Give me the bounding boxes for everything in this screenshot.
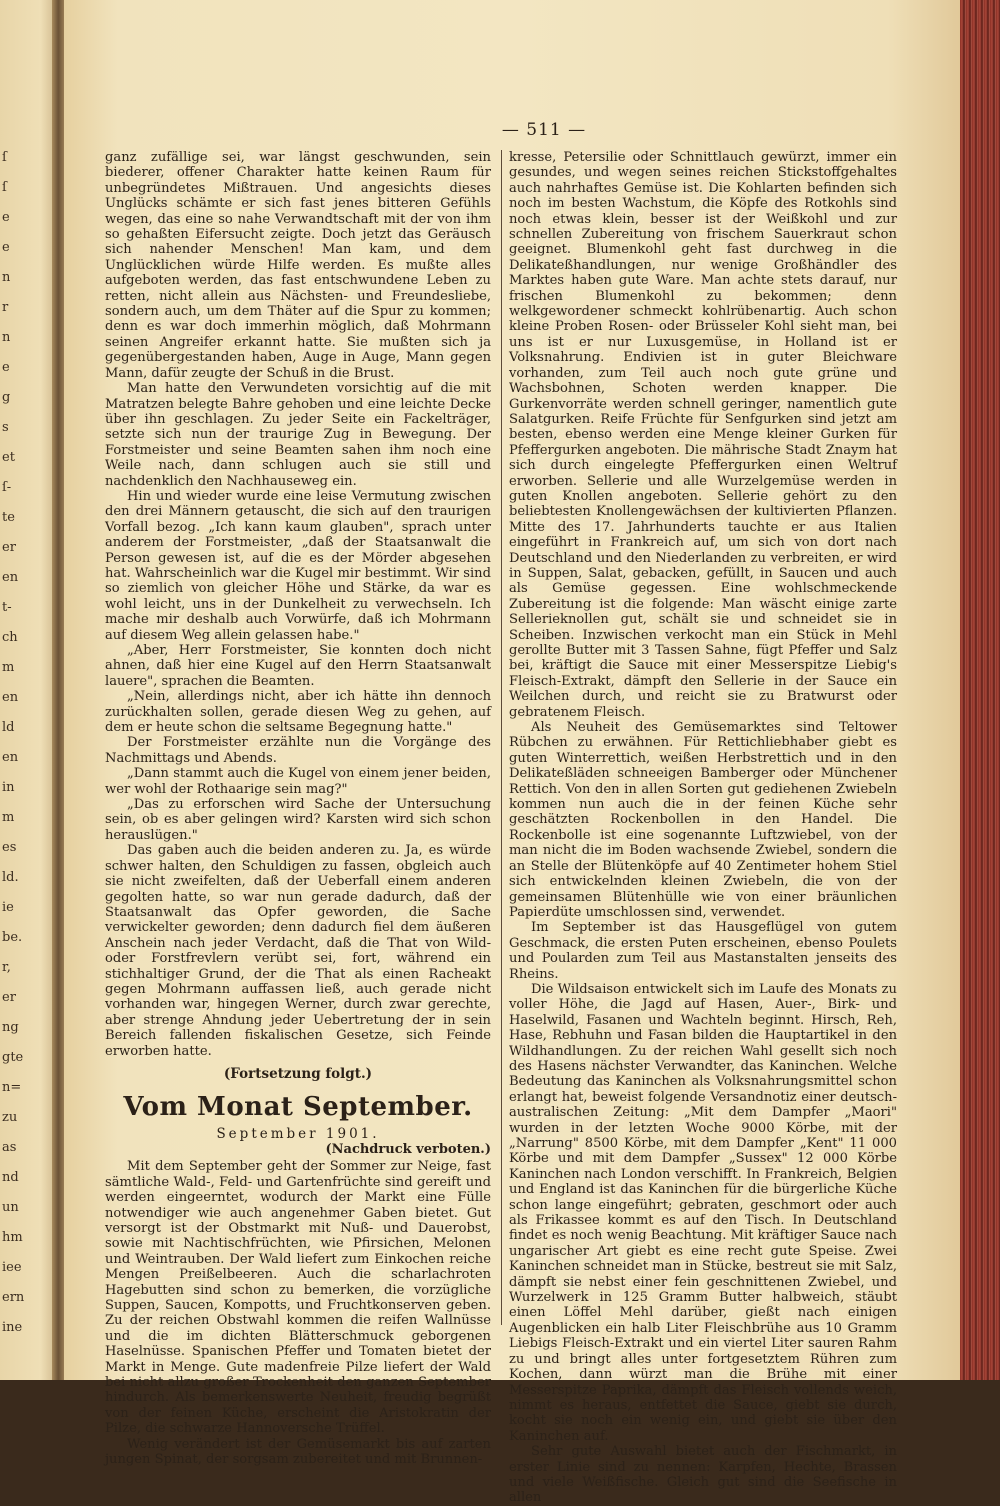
edge-fragment: en xyxy=(2,570,19,585)
edge-fragment: hm xyxy=(2,1230,23,1245)
edge-fragment: ine xyxy=(2,1320,23,1335)
paragraph: Der Forstmeister erzählte nun die Vorgänge des Nachmittags und Abends. xyxy=(105,735,491,766)
edge-fragment: in xyxy=(2,780,15,795)
edge-fragment: as xyxy=(2,1140,17,1155)
edge-fragment: be. xyxy=(2,930,23,945)
edge-fragment: r, xyxy=(2,960,11,975)
edge-fragment: s xyxy=(2,420,9,435)
paragraph: „Dann stammt auch die Kugel von einem jener beiden, wer wohl der Rothaarige sein mag?" xyxy=(105,766,491,797)
reprint-notice: (Nachdruck verboten.) xyxy=(325,1142,491,1158)
edge-fragment: iee xyxy=(2,1260,22,1275)
edge-fragment: ld xyxy=(2,720,15,735)
paragraph: „Aber, Herr Forstmeister, Sie konnten doch nicht ahnen, daß hier eine Kugel auf den Herrn Staatsanwalt lauere", sprachen die Beamten. xyxy=(105,643,491,689)
paragraph: Das gaben auch die beiden anderen zu. Ja, es würde schwer halten, den Schuldigen zu fassen, obgleich auch sie nicht zweifelten, daß der Ueberfall einem anderen gegolten hatte, so war nun gerade dadurch, daß der Staatsanwalt das Opfer geworden, die Sache verwickelter geworden; denn dadurch fiel dem äußeren Anschein nach jeder Verdacht, daß die That von Wild- oder Forstfrevlern verübt sei, fort, während ein stichhaltiger Grund, der die That als einen Racheakt gegen Mohrmann auffassen ließ, auch gerade nicht vorhanden war, hingegen Werner, durch zwar gerechte, aber strenge Ahndung jeder Uebertretung der in sein Bereich fallenden fiskalischen Gesetze, sich Feinde erworben hatte. xyxy=(105,843,491,1059)
edge-fragment: ſ xyxy=(2,180,7,195)
paragraph: Mit dem September geht der Sommer zur Neige, fast sämtliche Wald-, Feld- und Gartenfrüchte sind gereift und werden eingeerntet, wodurch der Markt eine Fülle notwendiger wie auch angenehmer Gaben bietet. Gut versorgt ist der Obstmarkt mit Nuß- und Dauerobst, sowie mit Nachtischfrüchten, wie Pfirsichen, Melonen und Weintrauben. Der Wald liefert zum Einkochen reiche Mengen Preißelbeeren. Auch die scharlachroten Hagebutten sind schon zu bemerken, die vorzügliche Suppen, Saucen, Kompotts, und Fruchtkonserven geben. Zu der reichen Obstwahl kommen die reifen Wallnüsse und die im dichten Blätterschmuck geborgenen Haselnüsse. Spanischen Pfeffer und Tomaten bietet der Markt in Menge. Gute madenfreie Pilze liefert der Wald bei nicht allzu großer Trockenheit den ganzen September hindurch. Als bemerkenswerte Neuheit, freudig begrüßt von der feinen Küche, erscheint die Aristokratin der Pilze, die schwarze Hannoversche Trüffel. xyxy=(105,1159,491,1437)
edge-fragment: n xyxy=(2,270,11,285)
paragraph: Als Neuheit des Gemüsemarktes sind Teltower Rübchen zu erwähnen. Für Rettichliebhaber giebt es guten Winterrettich, weißen Herbstrettich und in den Delikateßläden schneeigen Bamberger oder Münchener Rettich. Von den in allen Sorten gut gediehenen Zwiebeln kommen nun auch die in der feinen Küche sehr geschätzten Rockenbollen in den Handel. Die Rockenbolle ist eine sogenannte Luftzwiebel, von der man nicht die im Boden wachsende Zwiebel, sondern die an Stelle der Blütenköpfe auf 40 Zentimeter hohem Stiel sich entwickelnden kleinen Zwiebeln, die von der gemeinsamen Blütenhülle wie von einer bräunlichen Papierdüte umschlossen sind, verwendet. xyxy=(509,720,897,920)
edge-fragment: t- xyxy=(2,600,12,615)
edge-fragment: er xyxy=(2,540,16,555)
paragraph: „Das zu erforschen wird Sache der Untersuchung sein, ob es aber gelingen wird? Karsten wird sich schon herauslügen." xyxy=(105,797,491,843)
left-column xyxy=(105,150,491,1468)
edge-fragment: ſ xyxy=(2,150,7,165)
dateline: September 1901. xyxy=(216,1126,380,1143)
edge-fragment: e xyxy=(2,240,10,255)
paragraph: „Nein, allerdings nicht, aber ich hätte ihn dennoch zurückhalten sollen, gerade diesen Weg zu gehen, auf dem er heute schon die seltsame Begegnung hatte." xyxy=(105,689,491,736)
paragraph: Die Wildsaison entwickelt sich im Laufe des Monats zu voller Höhe, die Jagd auf Hasen, Auer-, Birk- und Haselwild, Fasanen und Wachteln beginnt. Hirsch, Reh, Hase, Rebhuhn und Fasan bilden die Hauptartikel in den Wildhandlungen. Zu der reichen Wahl gesellt sich noch des Hasens nächster Verwandter, das Kaninchen. Welche Bedeutung das Kaninchen als Volksnahrungsmittel schon erlangt hat, beweist folgende Versandnotiz einer deutsch-australischen Zeitung: „Mit dem Dampfer „Maori" wurden in der letzten Woche 9000 Körbe, mit der „Narrung" 8500 Körbe, mit dem Dampfer „Kent" 11 000 Körbe und mit dem Dampfer „Sussex" 12 000 Körbe Kaninchen nach London verschifft. In Frankreich, Belgien und England ist das Kaninchen für die bürgerliche Küche schon lange eingeführt; gebraten, geschmort oder auch als Frikassee kommt es auf den Tisch. In Deutschland findet es noch wenig Beachtung. Mit kräftiger Sauce nach ungarischer Art giebt es eine recht gute Speise. Zwei Kaninchen schneidet man in Stücke, bestreut sie mit Salz, dämpft sie nebst einer fein geschnittenen Zwiebel, und Wurzelwerk in 125 Gramm Butter halbweich, stäubt einen Löffel Mehl darüber, gießt nach einigen Augenblicken ein halb Liter Fleischbrühe aus 10 Gramm Liebigs Fleisch-Extrakt und ein viertel Liter sauren Rahm zu und bringt alles unter fortgesetztem Rühren zum Kochen, dann würzt man die Brühe mit einer Messerspitze Paprika, dämpft das Fleisch vollends weich, nimmt es heraus, entfettet die Sauce, giebt sie durch, kocht sie noch ein wenig ein, und giebt sie über den Kaninchen auf. xyxy=(509,981,897,1444)
edge-fragment: er xyxy=(2,990,16,1005)
continued-label: (Fortsetzung folgt.) xyxy=(223,1065,373,1082)
page-number: — 511 — xyxy=(501,120,587,140)
right-column xyxy=(509,150,897,1506)
page-stack-edge xyxy=(960,0,1000,1380)
edge-fragment: ch xyxy=(2,630,18,645)
paragraph: Hin und wieder wurde eine leise Vermutung zwischen den drei Männern getauscht, die sich auf den traurigen Vorfall bezog. „Ich kann kaum glauben", sprach unter anderem der Forstmeister, „daß der Staatsanwalt die Person gewesen ist, auf die es der Mörder abgesehen hat. Wahrscheinlich war die Kugel mir bestimmt. Wir sind so ziemlich von gleicher Höhe und Stärke, da war es wohl leicht, uns in der Dunkelheit zu verwechseln. Ich mache mir deshalb auch Vorwürfe, daß ich Mohrmann auf diesem Weg allein gelassen habe." xyxy=(105,488,491,643)
edge-fragment: ſ- xyxy=(2,480,12,495)
section-title: Vom Monat September. xyxy=(123,1092,473,1123)
edge-fragment: ern xyxy=(2,1290,25,1305)
paragraph: Man hatte den Verwundeten vorsichtig auf die mit Matratzen belegte Bahre gehoben und eine leichte Decke über ihn geschlagen. Zu jeder Seite ein Fackelträger, setzte sich nun der traurige Zug in Bewegung. Der Forstmeister und seine Beamten sahen ihm noch eine Weile nach, dann schlugen auch sie still und nachdenklich den Nachhauseweg ein. xyxy=(105,381,491,489)
edge-fragment: un xyxy=(2,1200,19,1215)
edge-fragment: es xyxy=(2,840,17,855)
edge-fragment: r xyxy=(2,300,9,315)
paragraph: Im September ist das Hausgeflügel von gutem Geschmack, die ersten Puten erscheinen, ebenso Poulets und Poularden zum Teil aus Mastanstalten jenseits des Rheins. xyxy=(509,920,897,982)
paragraph: Sehr gute Auswahl bietet auch der Fischmarkt, in erster Linie sind zu nennen: Karpfen, Hechte, Brassen und viele Weißfische. Gleich gut sind die Seefische in allen xyxy=(509,1444,897,1506)
paragraph: ganz zufällige sei, war längst geschwunden, sein biederer, offener Charakter hatte keinen Raum für unbegründetes Mißtrauen. Und angesichts dieses Unglücks schämte er sich fast jenes bitteren Gefühls wegen, das eine so nahe Verwandtschaft mit der von ihm so gehaßten Eifersucht zeigte. Doch jetzt das Geräusch sich nahender Menschen! Man kam, und dem Unglücklichen würde Hilfe werden. Es mußte alles aufgeboten werden, das fast entschwundene Leben zu retten, nicht allein aus Nächsten- und Freundesliebe, sondern auch, um dem Thäter auf die Spur zu kommen; denn es war doch immerhin möglich, daß Mohrmann seinen Angreifer erkannt hatte. Sie mußten sich ja gegenübergestanden haben, Auge in Auge, Mann gegen Mann, dafür zeugte der Schuß in die Brust. xyxy=(105,150,491,381)
edge-fragment: n xyxy=(2,330,11,345)
edge-fragment: e xyxy=(2,210,10,225)
edge-fragment: en xyxy=(2,750,19,765)
edge-fragment: ie xyxy=(2,900,14,915)
edge-fragment: gte xyxy=(2,1050,24,1065)
edge-fragment: m xyxy=(2,810,15,825)
edge-fragment: te xyxy=(2,510,15,525)
edge-fragment: m xyxy=(2,660,15,675)
edge-fragment: e xyxy=(2,360,10,375)
column-divider xyxy=(501,150,502,1325)
edge-fragment: zu xyxy=(2,1110,18,1125)
edge-fragment: en xyxy=(2,690,19,705)
edge-fragment: g xyxy=(2,390,11,405)
edge-fragment: et xyxy=(2,450,15,465)
previous-page-edge xyxy=(0,0,58,1380)
edge-fragment: nd xyxy=(2,1170,19,1185)
paragraph: Wenig verändert ist der Gemüsemarkt bis auf zarten jungen Spinat, der sorgsam zubereitet und mit Brunnen- xyxy=(105,1436,491,1468)
edge-fragment: n= xyxy=(2,1080,22,1095)
edge-fragment: ng xyxy=(2,1020,19,1035)
paragraph: kresse, Petersilie oder Schnittlauch gewürzt, immer ein gesundes, und wegen seines reichen Stickstoffgehaltes auch nahrhaftes Gemüse ist. Die Kohlarten befinden sich noch im besten Wachstum, die Köpfe des Rotkohls sind noch etwas klein, besser ist der Weißkohl und zur schnellen Zubereitung von frischem Sauerkraut schon geeignet. Blumenkohl geht fast durchweg in die Delikateßhandlungen, nur wenige Großhändler des Marktes haben gute Ware. Man achte stets darauf, nur frischen Blumenkohl zu bekommen; denn welkgewordener schmeckt kohlrübenartig. Auch schon kleine Proben Rosen- oder Brüsseler Kohl sieht man, bei uns ist er nur Luxusgemüse, in Holland ist er Volksnahrung. Endivien ist in guter Bleichware vorhanden, zum Teil auch noch gute grüne und Wachsbohnen, Schoten werden knapper. Die Gurkenvorräte werden schnell geringer, namentlich gute Salatgurken. Reife Früchte für Senfgurken sind jetzt am besten, ebenso werden eine Menge kleiner Gurken für Pfeffergurken angeboten. Die mährische Stadt Znaym hat sich durch eingelegte Pfeffergurken einen Weltruf erworben. Sellerie und alle Wurzelgemüse werden in guten Knollen angeboten. Sellerie gehört zu den beliebtesten Knollengewächsen der kultivierten Pflanzen. Mitte des 17. Jahrhunderts tauchte er aus Italien eingeführt in Frankreich auf, um sich von dort nach Deutschland und den Niederlanden zu verbreiten, er wird in Suppen, Salat, gebacken, gefüllt, in Saucen und auch als Gemüse gegessen. Eine wohlschmeckende Zubereitung ist die folgende: Man wäscht einige zarte Sellerieknollen gut, schält sie und schneidet sie in Scheiben. Inzwischen verkocht man ein Stück in Mehl gerollte Butter mit 3 Tassen Sahne, fügt Pfeffer und Salz bei, kräftigt die Sauce mit einer Messerspitze Liebig's Fleisch-Extrakt, dämpft den Sellerie in der Sauce ein Weilchen durch, und reicht sie zu Bratwurst oder gebratenem Fleisch. xyxy=(509,150,897,720)
edge-fragment: ld. xyxy=(2,870,19,885)
